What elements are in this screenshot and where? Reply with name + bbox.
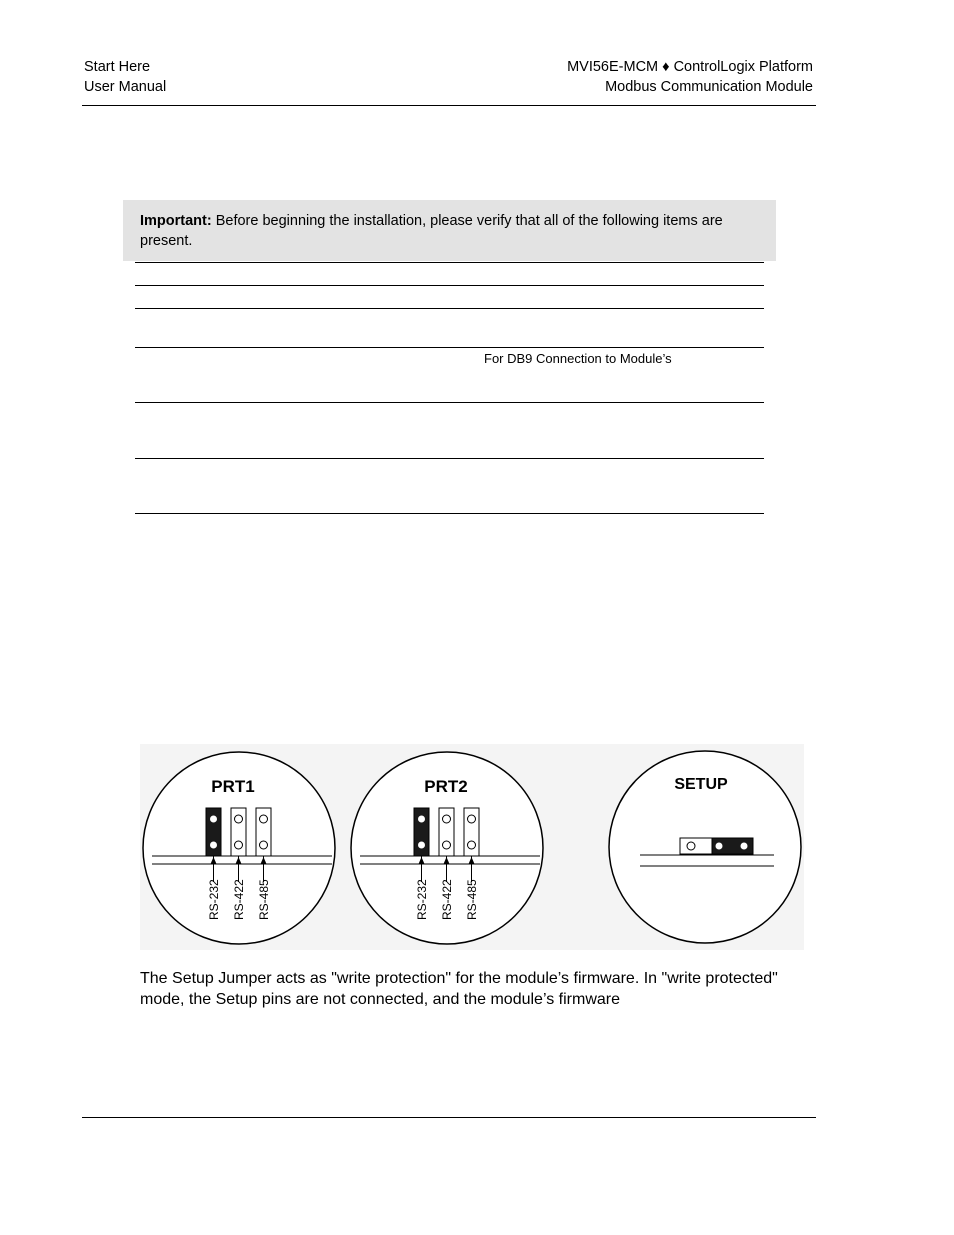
doc-type: User Manual	[84, 79, 167, 95]
important-label: Important:	[140, 213, 212, 229]
table-row-border	[135, 347, 764, 348]
prt1-rs422-label: RS-422	[232, 879, 246, 920]
important-text: Before beginning the installation, please verify that all of the following items are present.	[140, 213, 723, 249]
table-row-border	[135, 262, 764, 263]
table-row-border	[135, 285, 764, 286]
doc-section-title: Start Here	[84, 59, 151, 75]
product-name: MVI56E-MCM ♦ ControlLogix Platform	[567, 59, 813, 75]
prt1-rs485-label: RS-485	[257, 879, 271, 920]
table-row-border	[135, 513, 764, 514]
setup-jumper-paragraph: The Setup Jumper acts as "write protection" for the module’s firmware. In "write protected" mode, the Setup pins are not connected, and the module’s firmware	[140, 970, 778, 1008]
header-left	[84, 57, 166, 97]
prt2-rs485-label: RS-485	[465, 879, 479, 920]
prt2-rs232-label: RS-232	[415, 879, 429, 920]
table-row-border	[135, 308, 764, 309]
product-subtitle: Modbus Communication Module	[605, 79, 813, 95]
table-cell-description: For DB9 Connection to Module’s	[484, 351, 672, 366]
prt2-jumper-panel	[351, 752, 543, 944]
jumper-diagram	[140, 744, 804, 950]
prt1-jumper-panel	[143, 752, 335, 944]
prt2-rs422-label: RS-422	[440, 879, 454, 920]
prt1-title: PRT1	[211, 777, 255, 796]
setup-jumper-panel	[609, 751, 801, 943]
header-right	[567, 57, 813, 97]
important-note	[123, 200, 776, 261]
table-row-border	[135, 458, 764, 459]
setup-title: SETUP	[674, 776, 728, 793]
prt1-rs232-label: RS-232	[207, 879, 221, 920]
header-rule	[82, 105, 816, 106]
table-row-border	[135, 402, 764, 403]
footer-rule	[82, 1117, 816, 1118]
prt2-title: PRT2	[424, 777, 468, 796]
